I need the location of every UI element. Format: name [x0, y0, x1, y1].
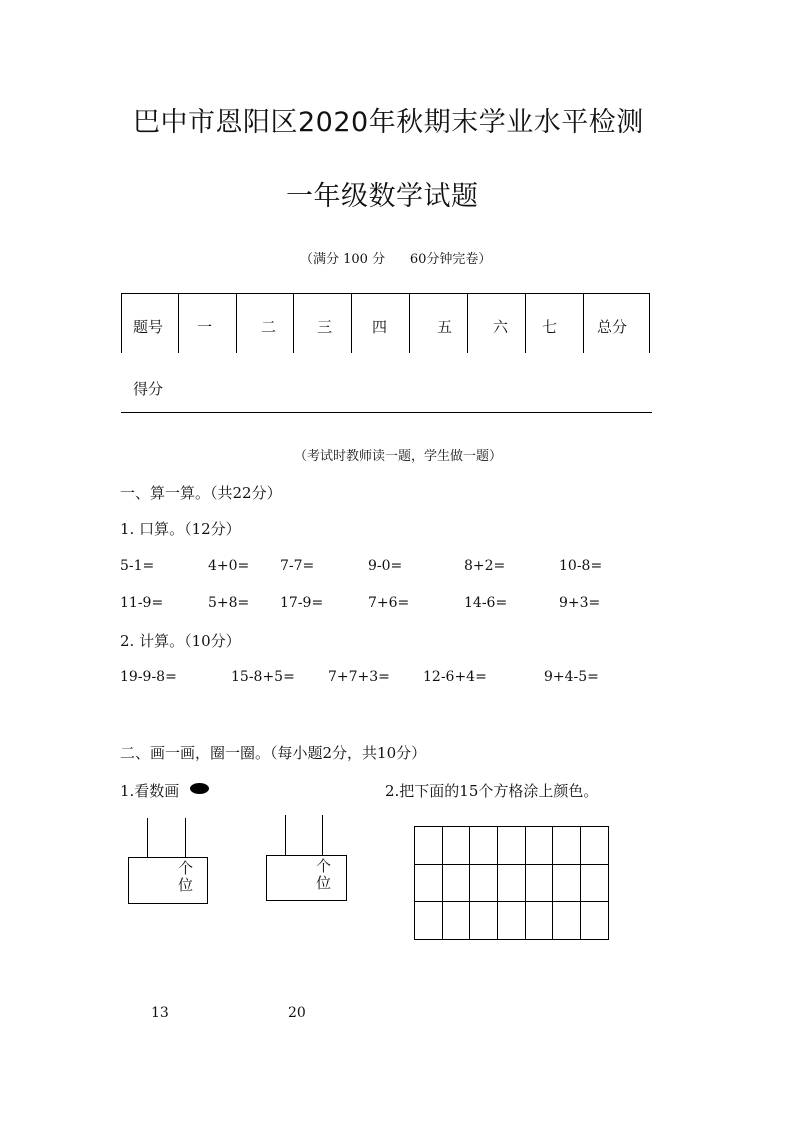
table-divider — [525, 293, 526, 353]
abacus-number: 13 — [151, 1005, 169, 1021]
score-row-label: 得分 — [133, 380, 164, 398]
grid-cell[interactable] — [553, 902, 581, 940]
grid-cell[interactable] — [581, 902, 609, 940]
exam-subtitle: 一年级数学试题 — [286, 181, 479, 212]
oral-problem: 4+0= — [208, 558, 250, 574]
grid-cell[interactable] — [581, 827, 609, 865]
table-bottom-line — [121, 412, 652, 413]
grid-cell[interactable] — [498, 902, 526, 940]
oral-problem: 5-1= — [120, 558, 155, 574]
grid-cell[interactable] — [526, 827, 554, 865]
calc-problem: 7+7+3= — [328, 669, 390, 685]
grid-cell[interactable] — [498, 865, 526, 903]
oral-problem: 11-9= — [120, 595, 164, 611]
table-header-cell: 二 — [261, 318, 277, 336]
calc-problem: 9+4-5= — [544, 669, 599, 685]
grid-cell[interactable] — [470, 827, 498, 865]
grid-cell[interactable] — [498, 827, 526, 865]
exam-info: （满分 100 分 60分钟完卷） — [300, 252, 492, 267]
table-header-cell: 三 — [317, 318, 333, 336]
grid-cell[interactable] — [415, 902, 443, 940]
table-header-cell: 四 — [372, 318, 388, 336]
oral-problem: 10-8= — [559, 558, 603, 574]
grid-cell[interactable] — [415, 827, 443, 865]
table-header-cell: 一 — [197, 318, 213, 336]
calc-problem: 19-9-8= — [120, 669, 177, 685]
oral-problem: 9-0= — [368, 558, 403, 574]
grid-cell[interactable] — [526, 902, 554, 940]
table-header-cell: 五 — [437, 318, 453, 336]
coloring-grid — [414, 826, 609, 940]
ones-place-label: 个 — [316, 857, 332, 875]
oral-problem: 17-9= — [280, 595, 324, 611]
table-header-cell: 七 — [542, 318, 558, 336]
calc-problem: 15-8+5= — [231, 669, 295, 685]
oral-problem: 14-6= — [464, 595, 508, 611]
table-divider — [351, 293, 352, 353]
q1-label: 1.看数画 — [120, 782, 180, 800]
grid-cell[interactable] — [470, 902, 498, 940]
table-divider — [409, 293, 410, 353]
table-divider — [293, 293, 294, 353]
table-header-cell: 六 — [493, 318, 509, 336]
oral-problem: 9+3= — [559, 595, 601, 611]
oral-problem: 5+8= — [208, 595, 250, 611]
q2-label: 2.把下面的15个方格涂上颜色。 — [385, 782, 599, 800]
grid-cell[interactable] — [553, 865, 581, 903]
table-divider — [236, 293, 237, 353]
grid-cell[interactable] — [443, 865, 471, 903]
abacus-number: 20 — [288, 1005, 306, 1021]
table-header-cell: 题号 — [133, 318, 164, 336]
abacus-rod — [322, 815, 323, 856]
table-divider — [583, 293, 584, 353]
grid-cell[interactable] — [470, 865, 498, 903]
oral-problem: 8+2= — [464, 558, 506, 574]
abacus-rod — [285, 815, 286, 856]
bead-icon — [190, 783, 209, 794]
ones-place-label: 个 — [178, 859, 194, 877]
section2-heading: 二、画一画，圈一圈。（每小题2分，共10分） — [120, 744, 427, 762]
abacus-base — [266, 855, 347, 901]
abacus-base — [128, 857, 208, 904]
part1-heading: 1. 口算。（12分） — [120, 520, 241, 538]
grid-cell[interactable] — [553, 827, 581, 865]
oral-problem: 7-7= — [280, 558, 315, 574]
grid-cell[interactable] — [415, 865, 443, 903]
abacus-rod — [147, 818, 148, 858]
oral-problem: 7+6= — [368, 595, 410, 611]
part2-heading: 2. 计算。（10分） — [120, 632, 241, 650]
ones-place-label: 位 — [316, 874, 332, 892]
abacus-rod — [185, 818, 186, 858]
grid-cell[interactable] — [443, 827, 471, 865]
table-divider — [178, 293, 179, 353]
grid-cell[interactable] — [581, 865, 609, 903]
instruction-note: （考试时教师读一题，学生做一题） — [294, 449, 503, 464]
section1-heading: 一、算一算。（共22分） — [120, 484, 282, 502]
grid-cell[interactable] — [526, 865, 554, 903]
calc-problem: 12-6+4= — [423, 669, 487, 685]
grid-cell[interactable] — [443, 902, 471, 940]
table-header-cell: 总分 — [597, 318, 628, 336]
table-divider — [467, 293, 468, 353]
ones-place-label: 位 — [178, 876, 194, 894]
exam-title: 巴中市恩阳区2020年秋期末学业水平检测 — [133, 107, 644, 138]
